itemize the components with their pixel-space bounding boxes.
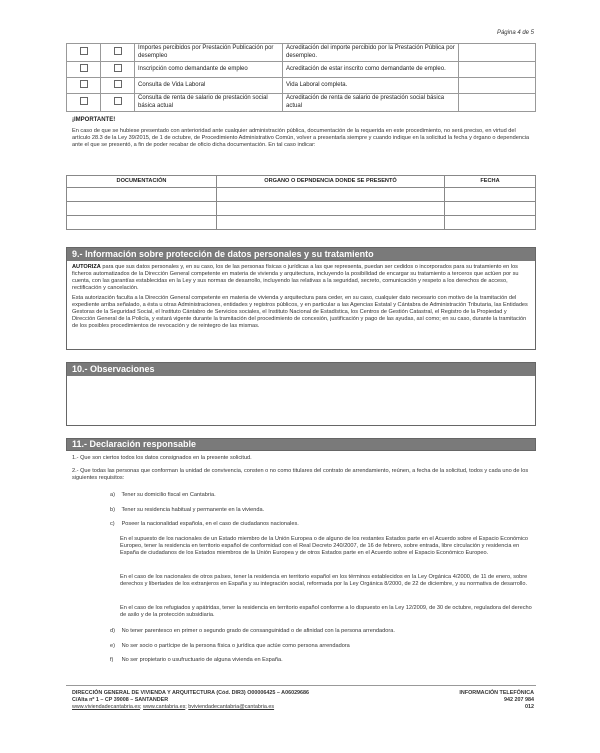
documents-table bbox=[66, 43, 536, 112]
checkbox[interactable] bbox=[80, 97, 88, 105]
doc-purpose: Acreditación de renta de salario de prestación social básica actual bbox=[283, 94, 459, 112]
checkbox[interactable] bbox=[114, 47, 122, 55]
doc-purpose: Acreditación de estar inscrito como demandante de empleo. bbox=[283, 62, 459, 78]
submitted-docs-table bbox=[66, 175, 536, 230]
declaration-2: 2.- Que todas las personas que conforman la unidad de convivencia, consten o no como titulares del contrato de arrendamiento, reúnen, a fecha de la solicitud, todos y cada uno de los siguientes requisitos: bbox=[72, 468, 529, 481]
authorization-paragraph bbox=[72, 264, 530, 292]
input-cell[interactable] bbox=[67, 188, 217, 202]
section-title: 10.- Observaciones bbox=[67, 363, 535, 376]
important-text: En caso de que se hubiese presentado con anterioridad ante cualquier administración pública, documentación de la requerida en este procedimiento, no será preciso, en virtud del artículo 28.3 de la Ley 39/2015, de 1 de octubre, de Procedimiento Administrativo Común, volver a presentarla siempre y cuando indique en la solicitud la fecha y órgano o dependencia ante el que se presentó, a fin de poder recabar de oficio dicha documentación. En tal caso indicar: bbox=[72, 128, 530, 148]
col-header-documentation: DOCUMENTACIÓN bbox=[67, 176, 217, 188]
foreign-residence-paragraph: En el caso de los nacionales de otros países, tener la residencia en territorio español en los términos establecidos en la Ley Orgánica 4/2000, de 11 de enero, sobre derechos y libertades de los extranjeros en España y su integración social, reformada por la Ley Orgánica 8/2000, de 22 de diciembre, y su normativa de desarrollo. bbox=[120, 574, 528, 587]
declaration-1: 1.- Que son ciertos todos los datos consignados en la presente solicitud. bbox=[72, 455, 252, 461]
footer-address: DIRECCIÓN GENERAL DE VIVIENDA Y ARQUITECTURA (Cód. DIR3) O00006425 – A06029686 C/Alta nº 1 – CP 39008 – SANTANDER www.viviendadecantabria.es; www.cantabria.es; bviviendadecantabria@cantabria.es bbox=[72, 690, 310, 710]
checkbox[interactable] bbox=[114, 97, 122, 105]
checkbox[interactable] bbox=[80, 80, 88, 88]
cantabria-link[interactable]: www.cantabria.es bbox=[143, 703, 186, 710]
list-item: e) No ser socio o partícipe de la persona física o jurídica que actúe como persona arrendadora bbox=[110, 643, 350, 649]
footer-street: C/Alta nº 1 – CP 39008 – SANTANDER bbox=[72, 696, 169, 703]
input-cell[interactable] bbox=[445, 216, 536, 230]
phone-short: 012 bbox=[525, 703, 534, 710]
checkbox[interactable] bbox=[114, 80, 122, 88]
phone-label: INFORMACIÓN TELEFÓNICA bbox=[459, 690, 534, 696]
section-title: 9.- Información sobre protección de datos personales y su tratamiento bbox=[67, 248, 535, 261]
doc-name: Inscripción como demandante de empleo bbox=[135, 62, 283, 78]
footer-org: DIRECCIÓN GENERAL DE VIVIENDA Y ARQUITECTURA (Cód. DIR3) O00006425 – A06029686 bbox=[72, 690, 310, 696]
doc-name: Importes percibidos por Prestación Publicación por desempleo bbox=[135, 44, 283, 62]
input-cell[interactable] bbox=[445, 202, 536, 216]
footer-divider bbox=[66, 685, 536, 686]
col-header-organ: ORGANO O DEPNDENCIA DONDE SE PRESENTÓ bbox=[217, 176, 445, 188]
important-title: ¡IMPORTANTE! bbox=[72, 117, 116, 123]
list-item: d) No tener parentesco en primer o segundo grado de consanguinidad o de afinidad con la persona arrendadora. bbox=[110, 628, 395, 634]
table-row bbox=[67, 44, 536, 62]
checkbox[interactable] bbox=[80, 64, 88, 72]
checkbox[interactable] bbox=[114, 64, 122, 72]
input-cell[interactable] bbox=[217, 216, 445, 230]
doc-purpose: Acreditación del importe percibido por la Prestación Pública por desempleo. bbox=[283, 44, 459, 62]
table-row bbox=[67, 202, 536, 216]
checkbox[interactable] bbox=[80, 47, 88, 55]
input-cell[interactable] bbox=[217, 188, 445, 202]
input-cell[interactable] bbox=[217, 202, 445, 216]
doc-purpose: Vida Laboral completa. bbox=[283, 78, 459, 94]
table-row bbox=[67, 216, 536, 230]
section-observations bbox=[66, 362, 536, 426]
col-header-date: FECHA bbox=[445, 176, 536, 188]
doc-name: Consulta de renta de salario de prestación social básica actual bbox=[135, 94, 283, 112]
vivienda-link[interactable]: www.viviendadecantabria.es bbox=[72, 703, 141, 710]
section-data-protection bbox=[66, 247, 536, 350]
table-row bbox=[67, 188, 536, 202]
refugee-paragraph: En el caso de los refugiados y apátridas, tener la residencia en territorio español conforme a lo dispuesto en la Ley 12/2009, de 30 de octubre, reguladora del derecho de asilo y de la protección subsidiaria. bbox=[120, 605, 532, 618]
email-link[interactable]: bviviendadecantabria@cantabria.es bbox=[188, 703, 275, 710]
input-cell[interactable] bbox=[445, 188, 536, 202]
list-item: a) Tener su domicilio fiscal en Cantabria. bbox=[110, 492, 216, 498]
footer-phone bbox=[459, 690, 534, 710]
table-row bbox=[67, 78, 536, 94]
section-title: 11.- Declaración responsable bbox=[66, 438, 536, 451]
input-cell[interactable] bbox=[67, 216, 217, 230]
table-row bbox=[67, 94, 536, 112]
eu-residence-paragraph: En el supuesto de los nacionales de un Estado miembro de la Unión Europea o de alguno de los restantes Estados parte en el Acuerdo sobre el Espacio Económico Europeo, tener la residencia en territorio español de conformidad con el Real Decreto 240/2007, de 16 de febrero, sobre entrada, libre circulación y residencia en España de ciudadanos de los Estados miembros de la Unión Europea y de otros Estados parte en el Acuerdo sobre el Espacio Económico Europeo. bbox=[120, 536, 528, 556]
authorizes-label: AUTORIZA bbox=[72, 264, 101, 270]
phone-number: 942 207 984 bbox=[504, 696, 534, 703]
authorization-text: para que sus datos personales y, en su caso, los de las personas físicas o jurídicas a las que representa, puedan ser cedidos o incorporados para su tratamiento en los ficheros automatizados de la Dirección General competente en materia de vivienda y arquitectura, incluyendo la posibilidad de encargar su tratamiento a terceros que actúen por su cuenta, con las garantías establecidas en la Ley y sus normas de desarrollo, incluyendo las relativas a la seguridad, secreto, comunicación y respeto a los derechos de acceso, rectificación y cancelación. bbox=[72, 264, 519, 291]
doc-name: Consulta de Vida Laboral bbox=[135, 78, 283, 94]
list-item: b) Tener su residencia habitual y permanente en la vivienda. bbox=[110, 507, 265, 513]
observations-field[interactable] bbox=[67, 376, 535, 425]
table-row bbox=[67, 62, 536, 78]
section-declaration bbox=[66, 438, 536, 451]
page-number: Página 4 de 5 bbox=[496, 30, 534, 36]
list-item: f) No ser propietario o usufructuario de alguna vivienda en España. bbox=[110, 657, 283, 663]
cession-paragraph: Esta autorización faculta a la Dirección General competente en materia de vivienda y arquitectura para ceder, en su caso, cualquier dato necesario con motivo de la tramitación del expediente arriba señalado, a ésta u otras Administraciones, entidades y registros públicos, y en particular a las Agencias Estatal y Cántabra de Administración Tributaria, las Entidades Gestoras de la Seguridad Social, el Instituto Cántabro de Servicios sociales, el Instituto Nacional de Estadística, los Centros de Gestión Catastral, el Registro de la Propiedad y Dirección General de la Policía, y estará vigente durante la tramitación del procedimiento de concesión, justificación y pago de las ayudas, así como; en su caso, durante la tramitación de los posibles procedimientos de revocación y de reintegro de las mismas. bbox=[72, 294, 528, 329]
input-cell[interactable] bbox=[67, 202, 217, 216]
list-item: c) Poseer la nacionalidad española, en el caso de ciudadanos nacionales. bbox=[110, 521, 299, 527]
